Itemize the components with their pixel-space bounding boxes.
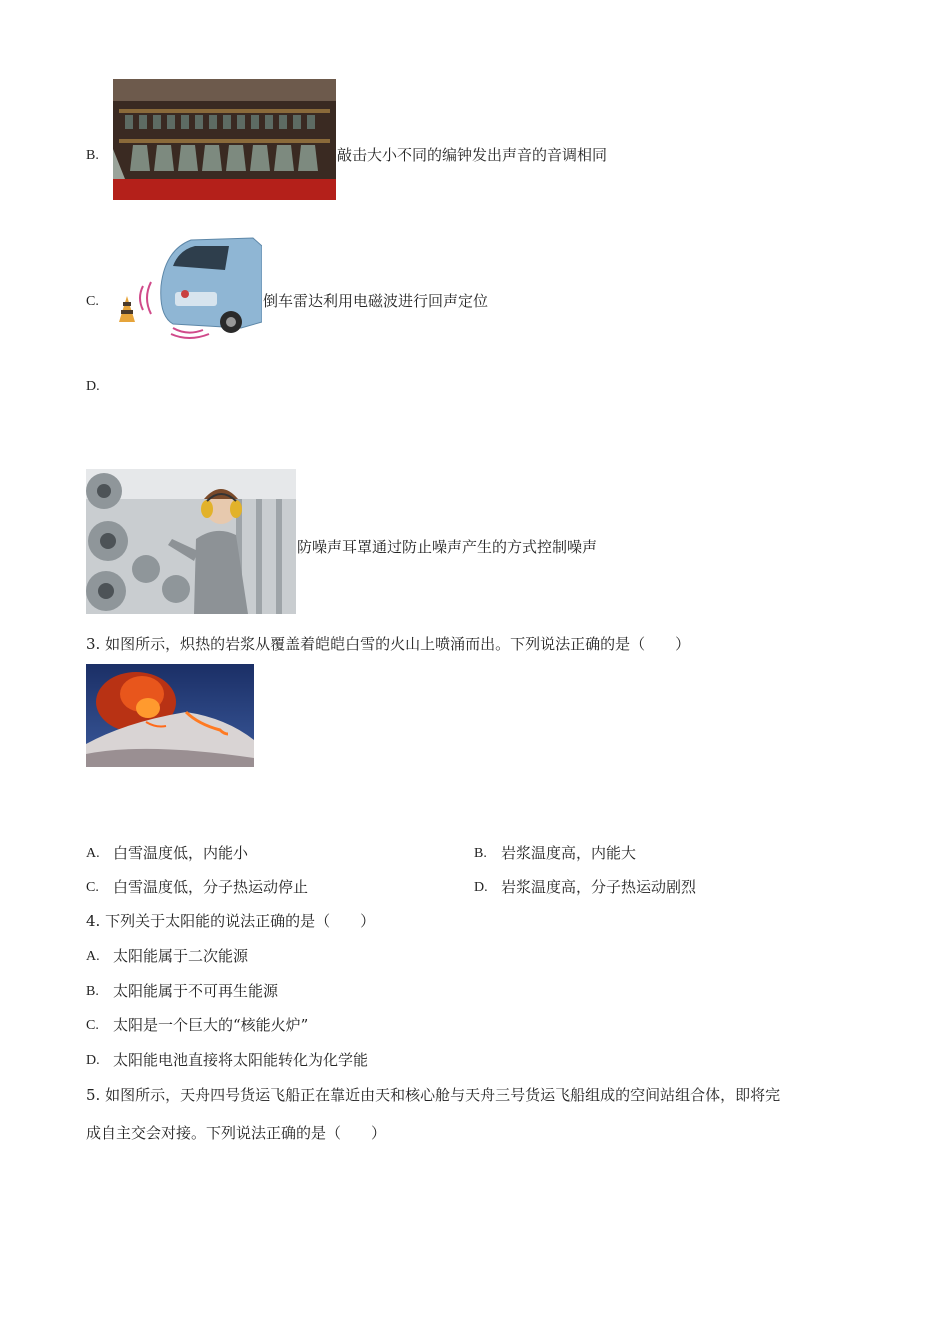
q5-stem-line2: 成自主交会对接。下列说法正确的是（ ） [86, 1124, 387, 1142]
q3-option-a-text: 白雪温度低，内能小 [113, 844, 249, 862]
q4-option-d-text: 太阳能电池直接将太阳能转化为化学能 [113, 1051, 369, 1069]
q4-option-b-label: B. [86, 984, 99, 999]
q2-option-c-text: 倒车雷达利用电磁波进行回声定位 [263, 292, 489, 310]
bianzhong-bells-image [113, 79, 336, 200]
q2-option-c-label: C. [86, 294, 99, 309]
q2-option-b-label: B. [86, 148, 99, 163]
q4-option-d-label: D. [86, 1053, 100, 1068]
q3-option-a-label: A. [86, 846, 100, 861]
q3-option-c-label: C. [86, 880, 99, 895]
q4-stem: 4. 下列关于太阳能的说法正确的是（ ） [86, 912, 376, 930]
q4-option-b-text: 太阳能属于不可再生能源 [113, 982, 279, 1000]
q4-option-c-label: C. [86, 1018, 99, 1033]
q3-option-d-text: 岩浆温度高，分子热运动剧烈 [501, 878, 697, 896]
q3-option-d-label: D. [474, 880, 488, 895]
reversing-radar-car-image [113, 236, 262, 340]
q2-option-d-text: 防噪声耳罩通过防止噪声产生的方式控制噪声 [297, 538, 598, 556]
q2-option-d-label: D. [86, 379, 100, 394]
q4-option-a-text: 太阳能属于二次能源 [113, 947, 249, 965]
earmuff-worker-image [86, 469, 296, 614]
q3-stem: 3. 如图所示，炽热的岩浆从覆盖着皑皑白雪的火山上喷涌而出。下列说法正确的是（ ） [86, 635, 691, 653]
q3-option-b-text: 岩浆温度高，内能大 [501, 844, 637, 862]
q3-option-c-text: 白雪温度低，分子热运动停止 [113, 878, 309, 896]
q3-option-b-label: B. [474, 846, 487, 861]
volcano-eruption-image [86, 664, 254, 767]
q2-option-b-text: 敲击大小不同的编钟发出声音的音调相同 [337, 146, 608, 164]
q4-option-c-text: 太阳是一个巨大的“核能火炉” [113, 1016, 309, 1034]
q4-option-a-label: A. [86, 949, 100, 964]
q5-stem-line1: 5. 如图所示，天舟四号货运飞船正在靠近由天和核心舱与天舟三号货运飞船组成的空间站组合体，即将完 [86, 1086, 781, 1104]
